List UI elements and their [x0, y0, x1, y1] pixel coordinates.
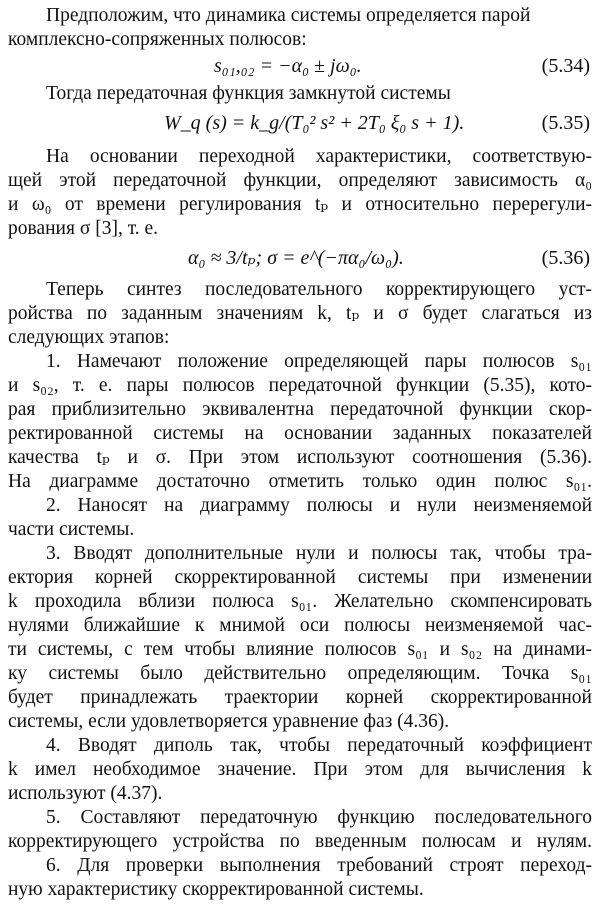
text-line: качества tₚ и σ. При этом используют соотношения (5.36). [8, 447, 592, 468]
text-line: 2. Наносят на диаграмму полюсы и нули неизменяемой [46, 495, 592, 516]
text-line: ройства по заданным значениям k, tₚ и σ будет слагаться из [8, 303, 592, 324]
text-line: 5. Составляют передаточную функцию последовательного [46, 807, 592, 828]
text-line: 1. Намечают положение определяющей пары полюсов s₀₁ [46, 351, 592, 372]
text-line: На диаграмме достаточно отметить только один полюс s₀₁. [8, 471, 592, 492]
equation-number: (5.36) [541, 247, 590, 269]
equation-5-34 [0, 53, 600, 79]
text-line: части системы. [8, 519, 135, 540]
equation-5-35 [0, 110, 600, 136]
text-line: комплексно-сопряженных полюсов: [8, 29, 307, 50]
text-line: Тогда передаточная функция замкнутой системы [46, 83, 451, 104]
equation-formula: W_q (s) = k_g/(T₀² s² + 2T₀ ξ₀ s + 1). [164, 112, 465, 134]
text-line: ку системы было действительно определяющим. Точка s₀₁ [8, 663, 592, 684]
text-line: и ω₀ от времени регулирования tₚ и относительно перерегули- [8, 194, 592, 215]
text-line: Предположим, что динамика системы определяется парой [46, 5, 531, 26]
equation-formula: s₀₁,₀₂ = −α₀ ± jω₀. [214, 55, 362, 77]
text-line: нулями ближайшие к мнимой оси полюсы неизменяемой час- [8, 615, 592, 636]
text-line: ти системы, с тем чтобы влияние полюсов s₀₁ и s₀₂ на динами- [8, 639, 592, 660]
text-line: рая приблизительно эквивалентна передаточной функции скор- [8, 399, 592, 420]
text-line: используют (4.37). [8, 783, 163, 804]
text-line: рования σ [3], т. е. [8, 218, 159, 239]
text-line: Теперь синтез последовательного корректирующего уст- [46, 279, 592, 300]
text-line: будет принадлежать траектории корней скорректированной [8, 687, 592, 708]
equation-formula: α₀ ≈ 3/tₚ; σ = e^(−πα₀/ω₀). [188, 247, 404, 269]
text-line: ную характеристику скорректированной системы. [8, 879, 424, 900]
text-line: На основании переходной характеристики, соответствую- [46, 146, 592, 167]
text-line: системы, если удовлетворяется уравнение фаз (4.36). [8, 711, 450, 732]
text-line: 6. Для проверки выполнения требований строят переход- [46, 855, 592, 876]
text-line: k имел необходимое значение. При этом для вычисления k [8, 759, 592, 780]
equation-number: (5.35) [541, 112, 590, 134]
text-line: щей этой передаточной функции, определяют зависимость α₀ [8, 170, 592, 191]
text-line: следующих этапов: [8, 327, 170, 348]
text-line: и s₀₂, т. е. пары полюсов передаточной функции (5.35), кото- [8, 375, 592, 396]
text-line: ректированной системы на основании заданных показателей [8, 423, 592, 444]
text-line: ектория корней скорректированной системы при изменении [8, 567, 592, 588]
text-line: 4. Вводят диполь так, чтобы передаточный коэффициент [46, 735, 592, 756]
text-line: 3. Вводят дополнительные нули и полюсы так, чтобы тра- [46, 543, 592, 564]
text-line: корректирующего устройства по введенным полюсам и нулям. [8, 831, 592, 852]
equation-number: (5.34) [541, 55, 590, 77]
text-line: k проходила вблизи полюса s₀₁. Желательно скомпенсировать [8, 591, 592, 612]
equation-5-36 [0, 245, 600, 271]
